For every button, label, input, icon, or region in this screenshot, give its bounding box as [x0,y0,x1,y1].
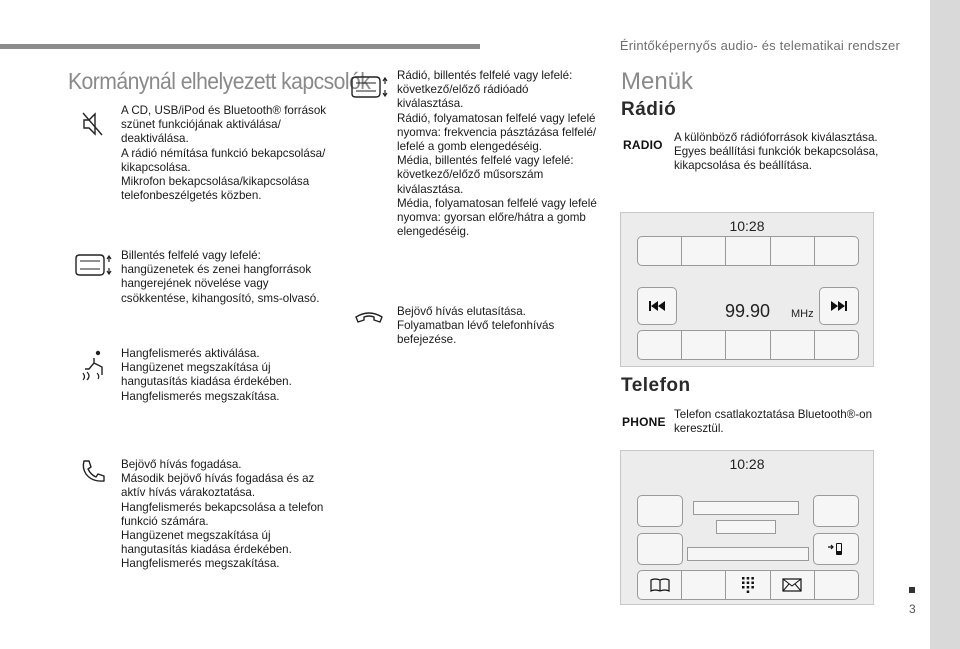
preset-button[interactable] [726,237,770,265]
phone-screen [620,450,874,605]
text-line: hangüzenetek és zenei hangforrások [121,263,312,277]
section-title: Kormánynál elhelyezett kapcsolók [68,68,371,94]
text-line: deaktiválása. [121,132,189,146]
text-line: hangutasítás kiadása érdekében. [121,543,292,557]
text-line: elengedéséig. [397,225,470,239]
phone-function-row [637,570,859,600]
preset-button[interactable] [682,331,726,359]
text-line: nyomva: frekvencia pásztázása felfelé/ [397,125,597,139]
text-line: Folyamatban lévő telefonhívás [397,319,555,333]
text-line: nyomva: gyorsan előre/hátra a gomb [397,211,586,225]
seek-forward-icon [831,301,847,311]
text-line: Bejövő hívás elutasítása. [397,305,526,318]
text-line: következő/előző műsorszám [397,168,544,182]
text-line: Mikrofon bekapcsolása/kikapcsolása [121,175,310,189]
text-line: A CD, USB/iPod és Bluetooth® források [121,104,327,117]
menu-title: Menük [621,68,694,95]
text-line: Média, folyamatosan felfelé vagy lefelé [397,196,597,210]
text-line: Egyes beállítási funkciók bekapcsolása, [674,145,879,159]
frequency-unit: MHz [791,308,814,320]
text-line: Rádió, billentés felfelé vagy lefelé: [397,69,573,82]
preset-button[interactable] [726,331,770,359]
preset-button[interactable] [815,331,858,359]
text-line: funkció számára. [121,514,209,528]
seek-forward-button[interactable] [819,287,859,325]
phone-hangup-icon [354,309,384,329]
voice-description [121,347,336,404]
preset-button[interactable] [771,331,815,359]
source-description [397,69,597,239]
radio-screen [620,212,874,367]
text-line: hangutasítás kiadása érdekében. [121,375,292,389]
phone-hangup-description [397,305,597,348]
text-line: befejezése. [397,333,457,347]
text-line: Hangüzenet megszakítása új [121,361,271,375]
text-line: csökkentése, kihangosító, sms-olvasó. [121,291,320,305]
radio-preset-row-top [637,236,859,266]
seek-back-icon [649,301,665,311]
text-line: Billentés felfelé vagy lefelé: [121,249,261,262]
radio-description [674,131,884,174]
mute-icon [80,110,106,138]
text-line: Hangüzenet megszakítása új [121,529,271,543]
preset-button[interactable] [638,331,682,359]
page-edge-strip [930,0,960,649]
source-scroll-wheel-icon [350,74,390,100]
preset-button[interactable] [682,237,726,265]
text-line: kikapcsolása. [121,160,191,174]
text-line: Második bejövő hívás fogadása és az [121,472,315,486]
text-line: telefonbeszélgetés közben. [121,189,262,203]
text-line: Hangfelismerés megszakítása. [121,389,280,403]
phone-connect-icon [827,541,845,557]
contacts-book-icon [650,578,670,592]
text-line: kikapcsolása és beállítása. [674,159,812,173]
text-line: hangerejének növelése vagy [121,277,269,291]
text-line: Média, billentés felfelé vagy lefelé: [397,154,574,168]
text-line: Telefon csatlakoztatása Bluetooth®-on [674,408,873,421]
seek-back-button[interactable] [637,287,677,325]
text-line: Hangfelismerés aktiválása. [121,347,260,360]
radio-clock: 10:28 [729,218,765,234]
text-line: keresztül. [674,422,724,436]
empty-slot[interactable] [682,571,726,599]
phone-info-bar [693,501,799,515]
preset-button[interactable] [638,237,682,265]
keypad-button[interactable] [726,571,770,599]
phone-heading: Telefon [621,375,691,396]
contacts-button[interactable] [638,571,682,599]
text-line: Hangfelismerés megszakítása. [121,557,280,571]
volume-description [121,249,336,306]
text-line: lefelé a gomb elengedéséig. [397,140,543,154]
text-line: kiválasztása. [397,182,464,196]
empty-slot[interactable] [815,571,858,599]
text-line: Rádió, folyamatosan felfelé vagy lefelé [397,111,596,125]
page-number: 3 [909,602,916,616]
phone-answer-icon [80,458,106,484]
mute-description [121,104,336,203]
frequency-display: 99.90 [725,301,771,321]
phone-button-label: PHONE [622,415,666,429]
page-marker [909,587,915,593]
radio-button-label: RADIO [623,138,663,152]
text-line: A különböző rádióforrások kiválasztása. [674,131,878,144]
keypad-icon [742,577,754,593]
text-line: szünet funkciójának aktiválása/ [121,118,281,132]
text-line: A rádió némítása funkció bekapcsolása/ [121,146,326,160]
radio-heading: Rádió [621,99,677,120]
phone-clock: 10:28 [729,456,765,472]
phone-info-bar [716,520,776,534]
header-rule [0,44,480,49]
text-line: következő/előző rádióadó kiválasztása. [397,83,529,111]
volume-scroll-wheel-icon [74,252,114,278]
phone-right-button-top[interactable] [813,495,859,527]
envelope-icon [782,578,802,592]
messages-button[interactable] [771,571,815,599]
preset-button[interactable] [815,237,858,265]
voice-recognition-icon [80,349,110,381]
phone-description [674,408,884,436]
radio-preset-row-bottom [637,330,859,360]
phone-info-bar [687,547,809,561]
text-line: aktív hívás várakoztatása. [121,486,256,500]
text-line: Bejövő hívás fogadása. [121,458,242,471]
bluetooth-connect-button[interactable] [813,533,859,565]
phone-left-button-top[interactable] [637,495,683,527]
phone-left-button-bottom[interactable] [637,533,683,565]
text-line: Hangfelismerés bekapcsolása a telefon [121,500,324,514]
phone-answer-description [121,458,336,572]
preset-button[interactable] [771,237,815,265]
chapter-title: Érintőképernyős audio- és telematikai rendszer [619,38,900,53]
